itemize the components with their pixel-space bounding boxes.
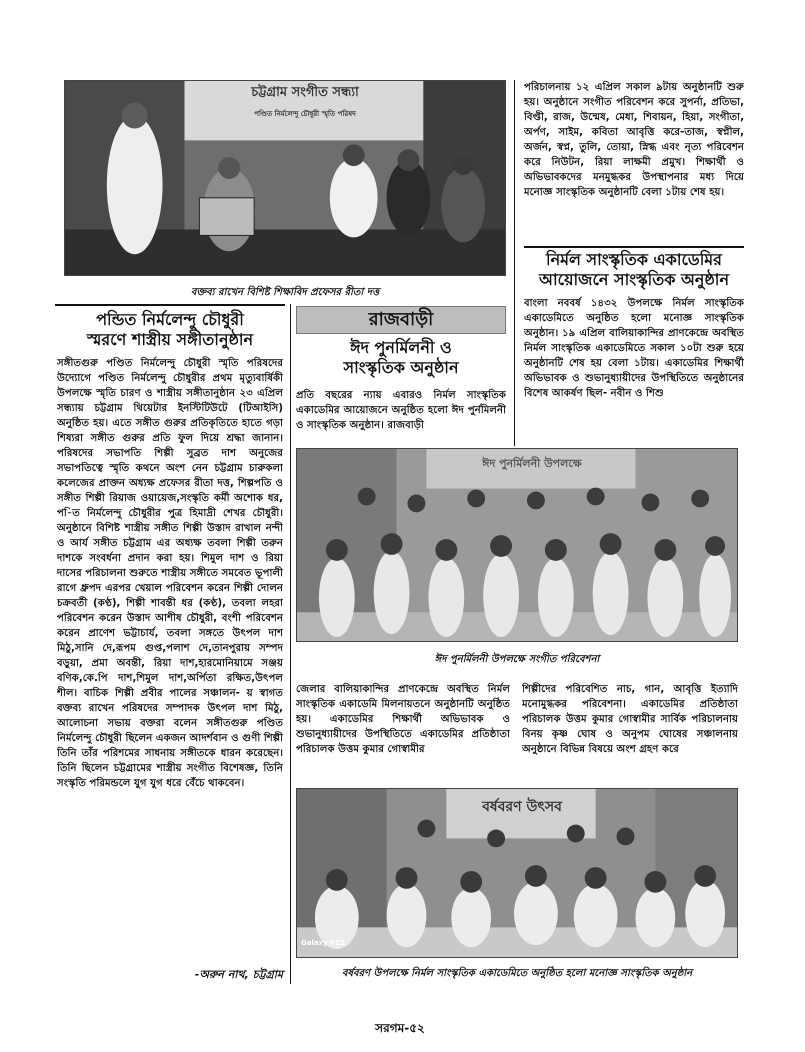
column-divider-right	[514, 80, 515, 446]
stage-photo	[64, 80, 506, 276]
middle-article-body-left: জেলার বালিয়াকান্দির প্রাণকেন্দ্রে অবস্থিত নির্মল সাংস্কৃতিক একাডেমি মিলনায়তনে অনুষ্ঠানটি অনুষ্ঠিত হয়। একাডেমির শিক্ষার্থী অভিভাবক ও শুভানুধ্যায়ীদের উপস্থিতিতে একাডেমির প্রতিষ্ঠাতা পরিচালক উত্তম কুমার গোস্বামীর	[296, 684, 510, 755]
stage-banner	[190, 83, 420, 120]
left-article-body: সঙ্গীতগুরু পণ্ডিত নির্মলেন্দু চৌধুরী স্মৃতি পরিষদের উদ্যোগে পণ্ডিত নির্মলেন্দু চৌধুরীর প্রথম মৃত্যুবার্ষিকী উপলক্ষে স্মৃতি চারণ ও শাস্ত্রীয় সঙ্গীতানুষ্ঠান ২৩ এপ্রিল সন্ধ্যায় চট্টগ্রাম থিয়েটার ইনস্টিটিউটে (টিআইসি) অনুষ্ঠিত হয়। এতে সঙ্গীত গুরুর প্রতিকৃতিতে হাতে গড়া শিষ্যরা সঙ্গীত গুরুর প্রতি ফুল দিয়ে শ্রদ্ধা জানান।পরিষদের সভাপতি শিল্পী সুব্রত দাশ অনুজের সভাপতিত্বে স্মৃতি কথনে অংশ নেন চট্টগ্রাম চারুকলা কলেজের প্রাক্তন অধ্যক্ষ প্রফেসর রীতা দত্ত, শিল্পপতি ও সঙ্গীত শিল্পী রিয়াজ ওয়ায়েজ,সংস্কৃতি কর্মী অশোক ধর, প-িত নির্মলেন্দু চৌধুরীর পুত্র হিমাদ্রী শেখর চৌধুরী। অনুষ্ঠানে বিশিষ্ট শাস্ত্রীয় সঙ্গীত শিল্পী উস্তাদ রাখাল নন্দী ও আর্য সঙ্গীত চট্টগ্রাম এর অধ্যক্ষ তবলা শিল্পী তরুন দাশকে সংবর্ধনা প্রদান করা হয়। শিমুল দাশ ও রিয়া দাসের পরিচালনা শুরুতে শাস্ত্রীয় সঙ্গীতে সমবেত ভূপালী রাগে ধ্রুপদ এরপর খেয়াল পরিবেশন করেন শিল্পী দোলন চক্রবর্তী (কণ্ঠ), শিল্পী শাবন্তী ধর (কণ্ঠ), তবলা লহরা পরিবেশন করেন উস্তাদ আশীষ চৌধুরী, বংশী পরিবেশন করেন প্রাণেশ ভট্টাচার্য, তবলা সঙ্গতে উৎপল দাশ মিঠু,সানি দে,রূপম গুপ্ত,পলাশ দে,তানপুরায় সম্পদ বড়ুয়া, প্রমা অবন্তী, রিয়া দাশ,হারমোনিয়ামে সঞ্জয় বণিক,কে.পি দাশ,শিমুল দাশ,অর্পিতা রক্ষিত,উৎপল শীল। বাচিক শিল্পী প্রবীর পালের সঞ্চালন- য় স্বাগত বক্তব্য রাখেন পরিষদের সম্পাদক উৎপল দাশ মিঠু, আলোচনা সভায় বক্তরা বলেন সঙ্গীতগুরু পণ্ডিত নির্মলেন্দু চৌধুরী ছিলেন একজন আদর্শবান ও গুণী শিল্পী তিনি তাঁর পরিশমের সাধনায় সঙ্গীতকে ধারন করেছেন। তিনি ছিলেন চট্টগ্রামের শাস্ত্রীয় সংগীত বিশেষজ্ঞ, তিনি সংস্কৃতি পরিমন্ডলে যুগ যুগ ধরে বেঁচে থাকবেন।	[57, 358, 283, 789]
eid-photo-caption: ঈদ পুনর্মিলনী উপলক্ষে সংগীত পরিবেশনা	[434, 654, 600, 665]
right-headline-line1: নির্মল সাংস্কৃতিক একাডেমির	[546, 250, 722, 269]
middle-article-body-right: শিল্পীদের পরিবেশিত নাচ, গান, আবৃত্তি ইত্যাদি মনোমুগ্ধকর পরিবেশনা। একাডেমির প্রতিষ্ঠাতা পরিচালক উত্তম কুমার গোস্বামীর সার্বিক পরিচালনায় বিনয় কৃষ্ণ ঘোষ ও অনুপম ঘোষের সঞ্চালনায় অনুষ্ঠানে বিভিন্ন বিষয়ে অংশ গ্রহণ করে	[522, 684, 738, 755]
right-article-headline	[520, 250, 748, 290]
middle-article-headline	[296, 338, 506, 378]
stage-banner-title: চট্টগ্রাম সংগীত সন্ধ্যা	[251, 85, 359, 100]
right-headline-rule-top	[524, 246, 744, 248]
right-article-continuation: পরিচালনায় ১২ এপ্রিল সকাল ৯টায় অনুষ্ঠানটি শুরু হয়। অনুষ্ঠানে সংগীত পরিবেশন করে সুপর্না, প্রতিভা, বিপ্তী, রাজ, উন্মেষ, মেধা, শিবায়ন, হিয়া, সংগীতা, অর্পণ, সাইম, কবিতা আবৃত্তি করে-তাজ, স্বপ্নীল, অর্জন, স্বপ্ন, তুলি, তোয়া, স্নিগ্ধ এবং নৃত্য পরিবেশন করে নিউটন, রিয়া লাক্ষমী প্রমুখ। শিক্ষার্থী ও অভিভাবকদের মনমুগ্ধকর উপস্থাপনার মধ্য দিয়ে মনোজ্ঞ সাংস্কৃতিক অনুষ্ঠানটি বেলা ১টায় শেষ হয়।	[524, 82, 744, 198]
borsho-photo-watermark: Galaxy F22	[301, 939, 345, 947]
right-article-body: বাংলা নববর্ষ ১৪৩২ উপলক্ষে নির্মল সাংস্কৃতিক একাডেমিতে অনুষ্ঠিত হলো মনোজ্ঞ সাংস্কৃতিক অনুষ্ঠান। ১৯ এপ্রিল বালিয়াকান্দির প্রাণকেন্দ্রে অবস্থিত নির্মল সাংস্কৃতিক একাডেমিতে সকাল ১০টা শুরু হয়ে অনুষ্ঠানটি শেষ হয় বেলা ১টায়। একাডেমির শিক্ষার্থী অভিভাবক ও শুভানুধ্যায়ীদের উপস্থিতিতে অনুষ্ঠানের বিশেষ আকর্ষণ ছিল- নবীন ও শিশু	[524, 298, 744, 399]
page-folio: সরগম-৫২	[375, 1021, 425, 1035]
borsho-photo	[296, 788, 738, 958]
borsho-banner: বর্ষবরণ উৎসব	[482, 799, 562, 815]
stage-photo-caption: বক্তব্য রাখেন বিশিষ্ট শিক্ষাবিদ প্রফেসর রীতা দত্ত	[190, 287, 380, 298]
left-headline-line1: পন্ডিত নির্মলেন্দু চৌধুরী	[96, 310, 244, 329]
eid-photo-image	[297, 449, 737, 641]
eid-banner: ঈদ পুনর্মিলনী উপলক্ষে	[482, 457, 582, 470]
column-divider-left	[290, 304, 291, 984]
right-headline-line2: আয়োজনে সাংস্কৃতিক অনুষ্ঠান	[538, 270, 729, 289]
left-headline-line2: স্মরণে শাস্ত্রীয় সঙ্গীতানুষ্ঠান	[86, 330, 254, 349]
left-article-credit: -অরুন নাথ, চট্টগ্রাম	[194, 968, 283, 981]
section-label-rajbari: রাজবাড়ী	[296, 306, 506, 334]
middle-headline-line2: সাংস্কৃতিক অনুষ্ঠান	[343, 358, 459, 377]
left-article-headline	[50, 310, 290, 350]
middle-article-intro: প্রতি বছরের ন্যায় এবারও নির্মল সাংস্কৃতিক একাডেমির আয়োজনে অনুষ্ঠিত হলো ঈদ পুর্নমিলনী ও সাংস্কৃতিক অনুষ্ঠান। রাজবাড়ী	[296, 390, 506, 431]
middle-headline-line1: ঈদ পুনর্মিলনী ও	[350, 338, 452, 357]
eid-photo	[296, 448, 738, 642]
stage-banner-subtitle: পণ্ডিত নির্মলেন্দু চৌধুরী স্মৃতি পরিষদ	[254, 110, 356, 118]
left-headline-rule-top	[55, 304, 285, 306]
borsho-photo-caption: বর্ষবরণ উপলক্ষে নির্মল সাংস্কৃতিক একাডেমিতে অনুষ্ঠিত হলো মনোজ্ঞ সাংস্কৃতিক অনুষ্ঠান	[341, 968, 693, 979]
